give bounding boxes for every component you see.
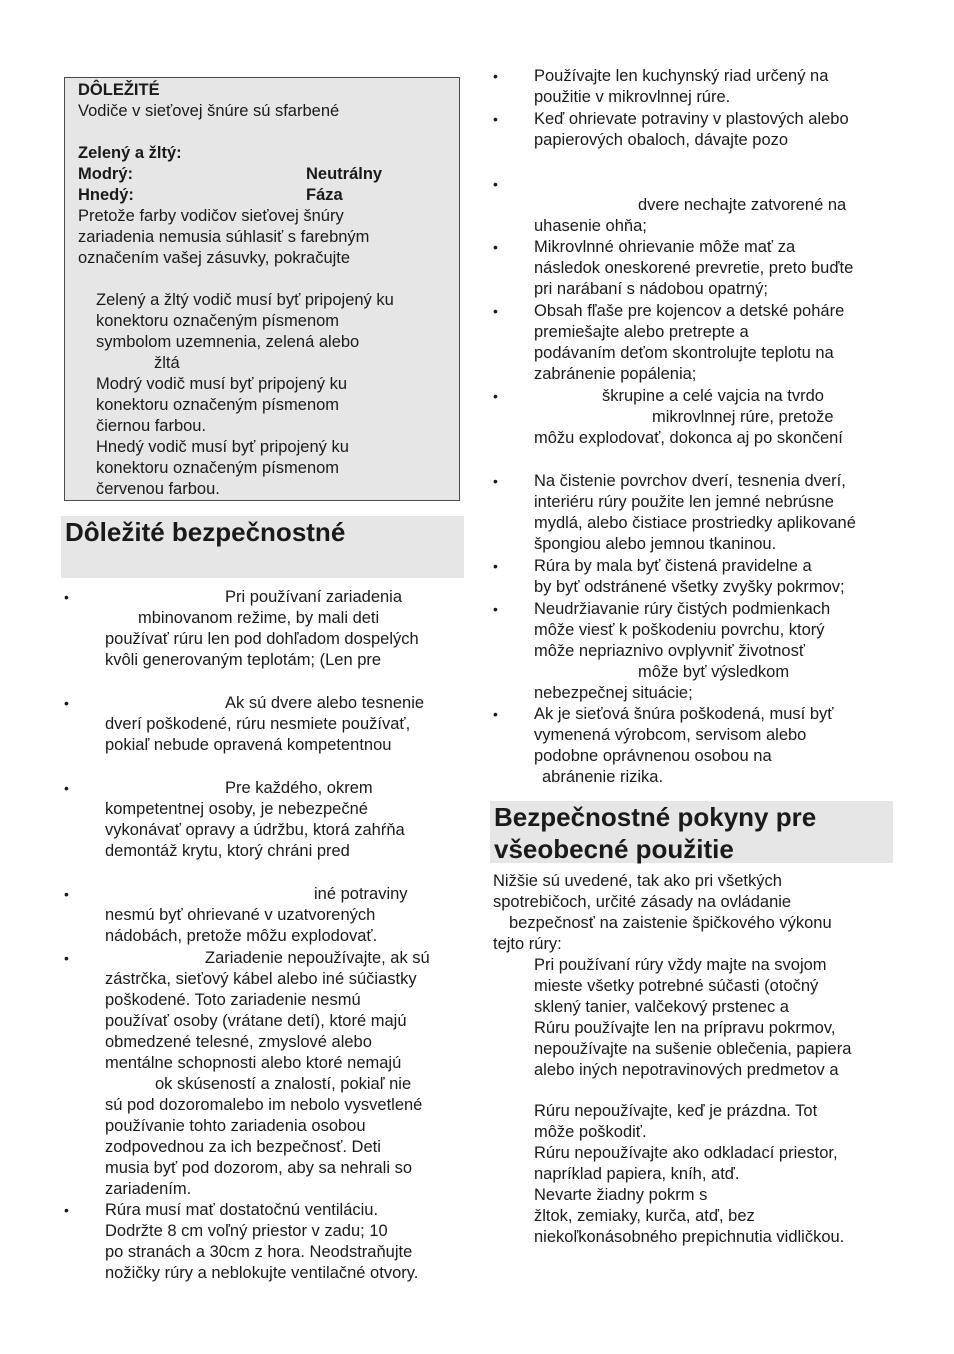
bullet-glyph: •	[64, 886, 69, 902]
bullet-text-line: mbinovanom režime, by mali deti	[138, 609, 380, 627]
bullet-glyph: •	[493, 388, 498, 404]
bullet-text-line: kompetentnej osoby, je nebezpečné	[105, 800, 368, 818]
bullet-text-line: Neudržiavanie rúry čistých podmienkach	[534, 600, 831, 618]
note-item-line: konektoru označeným písmenom	[96, 312, 340, 330]
bullet-glyph: •	[493, 706, 498, 722]
bullet-text-line: špongiou alebo jemnou tkaninou.	[534, 535, 777, 553]
note-intro: Vodiče v sieťovej šnúre sú sfarbené	[78, 102, 340, 120]
bullet-text-line: Dodržte 8 cm voľný priestor v zadu; 10	[105, 1222, 388, 1240]
bullet-text-line: môžu explodovať, dokonca aj po skončení	[534, 429, 843, 447]
bullet-text-line: dverí poškodené, rúru nesmiete používať,	[105, 715, 411, 733]
bullet-glyph: •	[493, 473, 498, 489]
bullet-text-line: podávaním deťom skontrolujte teplotu na	[534, 344, 834, 362]
bullet-text-line: Zariadenie nepoužívajte, ak sú	[205, 949, 430, 967]
note-item-line: Modrý vodič musí byť pripojený ku	[96, 375, 348, 393]
list-item-line: žltok, zemiaky, kurča, atď, bez	[534, 1207, 755, 1225]
list-item-line: mieste všetky potrebné súčasti (otočný	[534, 977, 819, 995]
general-use-heading-line: Bezpečnostné pokyny pre	[494, 802, 817, 832]
bullet-text-line: mentálne schopnosti alebo ktoré nemajú	[105, 1054, 402, 1072]
list-item-line: Nevarte žiadny pokrm s	[534, 1186, 708, 1204]
bullet-text-line: zástrčka, sieťový kábel alebo iné súčiastky	[105, 970, 417, 988]
intro-line: Nižšie sú uvedené, tak ako pri všetkých	[493, 872, 782, 890]
bullet-glyph: •	[493, 176, 498, 192]
bullet-text-line: abránenie rizika.	[542, 768, 664, 786]
bullet-text-line: nesmú byť ohrievané v uzatvorených	[105, 906, 376, 924]
bullet-text-line: musia byť pod dozorom, aby sa nehrali so	[105, 1159, 413, 1177]
bullet-glyph: •	[64, 695, 69, 711]
bullet-text-line: by byť odstránené všetky zvyšky pokrmov;	[534, 578, 845, 596]
list-item-line: nepoužívajte na sušenie oblečenia, papiera	[534, 1040, 852, 1058]
bullet-text-line: mydlá, alebo čistiace prostriedky aplikované	[534, 514, 856, 532]
list-item-line: Rúru používajte len na prípravu pokrmov,	[534, 1019, 836, 1037]
bullet-text-line: Keď ohrievate potraviny v plastových alebo	[534, 110, 849, 128]
bullet-text-line: Rúra by mala byť čistená pravidelne a	[534, 557, 812, 575]
list-item-line: alebo iných nepotravinových predmetov a	[534, 1061, 839, 1079]
bullet-text-line: môže viesť k poškodeniu povrchu, ktorý	[534, 621, 825, 639]
note-item-line: symbolom uzemnenia, zelená alebo	[96, 333, 360, 351]
bullet-glyph: •	[493, 239, 498, 255]
note-para-line: Pretože farby vodičov sieťovej šnúry	[78, 207, 344, 225]
list-item-line: niekoľkonásobného prepichnutia vidličkou.	[534, 1228, 845, 1246]
bullet-text-line: podobne oprávnenou osobou na	[534, 747, 772, 765]
bullet-text-line: Obsah fľaše pre kojencov a detské poháre	[534, 302, 845, 320]
note-item-line: Hnedý vodič musí byť pripojený ku	[96, 438, 349, 456]
bullet-text-line: nádobách, pretože môžu explodovať.	[105, 927, 378, 945]
note-item-line: žltá	[154, 354, 180, 372]
bullet-text-line: mikrovlnnej rúre, pretože	[652, 408, 834, 426]
bullet-glyph: •	[64, 780, 69, 796]
list-item-line: môže poškodiť.	[534, 1123, 647, 1141]
bullet-text-line: nožičky rúry a neblokujte ventilačné otvory.	[105, 1264, 419, 1282]
bullet-text-line: iné potraviny	[314, 885, 408, 903]
bullet-text-line: Ak je sieťová šnúra poškodená, musí byť	[534, 705, 834, 723]
bullet-glyph: •	[64, 589, 69, 605]
bullet-glyph: •	[493, 303, 498, 319]
bullet-text-line: vymenená výrobcom, servisom alebo	[534, 726, 807, 744]
bullet-text-line: demontáž krytu, ktorý chráni pred	[105, 842, 350, 860]
bullet-text-line: Na čistenie povrchov dverí, tesnenia dverí,	[534, 472, 846, 490]
bullet-glyph: •	[64, 1202, 69, 1218]
bullet-text-line: používať osoby (vrátane detí), ktoré majú	[105, 1012, 407, 1030]
bullet-text-line: sú pod dozoromalebo im nebolo vysvetlené	[105, 1096, 423, 1114]
bullet-text-line: uhasenie ohňa;	[534, 217, 647, 235]
bullet-glyph: •	[493, 601, 498, 617]
bullet-glyph: •	[493, 68, 498, 84]
note-item-line: Zelený a žltý vodič musí byť pripojený ku	[96, 291, 394, 309]
bullet-text-line: nebezpečnej situácie;	[534, 684, 693, 702]
list-item-line: Rúru nepoužívajte ako odkladací priestor,	[534, 1144, 838, 1162]
intro-line: tejto rúry:	[493, 935, 562, 953]
intro-line: bezpečnosť na zaistenie špičkového výkonu	[509, 914, 832, 932]
bullet-text-line: Pri používaní zariadenia	[225, 588, 403, 606]
note-para-line: zariadenia nemusia súhlasiť s farebným	[78, 228, 370, 246]
note-green-yellow-label: Zelený a žltý:	[78, 144, 182, 162]
bullet-text-line: Mikrovlnné ohrievanie môže mať za	[534, 238, 796, 256]
intro-line: spotrebičoch, určité zásady na ovládanie	[493, 893, 792, 911]
bullet-text-line: kvôli generovaným teplotám; (Len pre	[105, 651, 382, 669]
bullet-text-line: premiešajte alebo pretrepte a	[534, 323, 749, 341]
bullet-text-line: interiéru rúry použite len jemné nebrúsne	[534, 493, 834, 511]
bullet-text-line: obmedzené telesné, zmyslové alebo	[105, 1033, 372, 1051]
list-item-line: sklený tanier, valčekový prstenec a	[534, 998, 789, 1016]
bullet-text-line: používať rúru len pod dohľadom dospelých	[105, 630, 419, 648]
bullet-text-line: zodpovednou za ich bezpečnosť. Deti	[105, 1138, 381, 1156]
note-brown-label: Hnedý:	[78, 186, 134, 204]
bullet-text-line: môže byť výsledkom	[638, 663, 790, 681]
note-title: DÔLEŽITÉ	[78, 81, 160, 99]
note-item-line: konektoru označeným písmenom	[96, 459, 340, 477]
bullet-text-line: papierových obaloch, dávajte pozo	[534, 131, 789, 149]
bullet-text-line: zariadením.	[105, 1180, 192, 1198]
note-blue-value: Neutrálny	[306, 165, 383, 183]
bullet-text-line: pri narábaní s nádobou opatrný;	[534, 280, 768, 298]
bullet-text-line: Pre každého, okrem	[225, 779, 373, 797]
bullet-text-line: použitie v mikrovlnnej rúre.	[534, 88, 731, 106]
bullet-text-line: používanie tohto zariadenia osobou	[105, 1117, 366, 1135]
bullet-text-line: môže nepriaznivo ovplyvniť životnosť	[534, 642, 806, 660]
bullet-text-line: dvere nechajte zatvorené na	[638, 196, 847, 214]
safety-heading: Dôležité bezpečnostné	[65, 517, 346, 547]
list-item-line: napríklad papiera, kníh, atď.	[534, 1165, 740, 1183]
bullet-text-line: poškodené. Toto zariadenie nesmú	[105, 991, 361, 1009]
bullet-glyph: •	[493, 111, 498, 127]
note-para-line: označením vašej zásuvky, pokračujte	[78, 249, 351, 267]
bullet-text-line: zabránenie popálenia;	[534, 365, 697, 383]
note-brown-value: Fáza	[306, 186, 343, 204]
general-use-heading-line: všeobecné použitie	[494, 834, 734, 864]
bullet-text-line: vykonávať opravy a údržbu, ktorá zahŕňa	[105, 821, 405, 839]
bullet-text-line: následok oneskorené prevretie, preto buďte	[534, 259, 854, 277]
note-item-line: červenou farbou.	[96, 480, 220, 498]
bullet-text-line: ok skúseností a znalostí, pokiaľ nie	[155, 1075, 412, 1093]
bullet-glyph: •	[64, 950, 69, 966]
bullet-text-line: po stranách a 30cm z hora. Neodstraňujte	[105, 1243, 413, 1261]
bullet-text-line: Rúra musí mať dostatočnú ventiláciu.	[105, 1201, 379, 1219]
note-item-line: konektoru označeným písmenom	[96, 396, 340, 414]
list-item-line: Pri používaní rúry vždy majte na svojom	[534, 956, 827, 974]
bullet-text-line: škrupine a celé vajcia na tvrdo	[602, 387, 824, 405]
bullet-text-line: Používajte len kuchynský riad určený na	[534, 67, 829, 85]
list-item-line: Rúru nepoužívajte, keď je prázdna. Tot	[534, 1102, 818, 1120]
note-item-line: čiernou farbou.	[96, 417, 207, 435]
bullet-text-line: Ak sú dvere alebo tesnenie	[225, 694, 425, 712]
bullet-text-line: pokiaľ nebude opravená kompetentnou	[105, 736, 392, 754]
note-blue-label: Modrý:	[78, 165, 133, 183]
bullet-glyph: •	[493, 558, 498, 574]
